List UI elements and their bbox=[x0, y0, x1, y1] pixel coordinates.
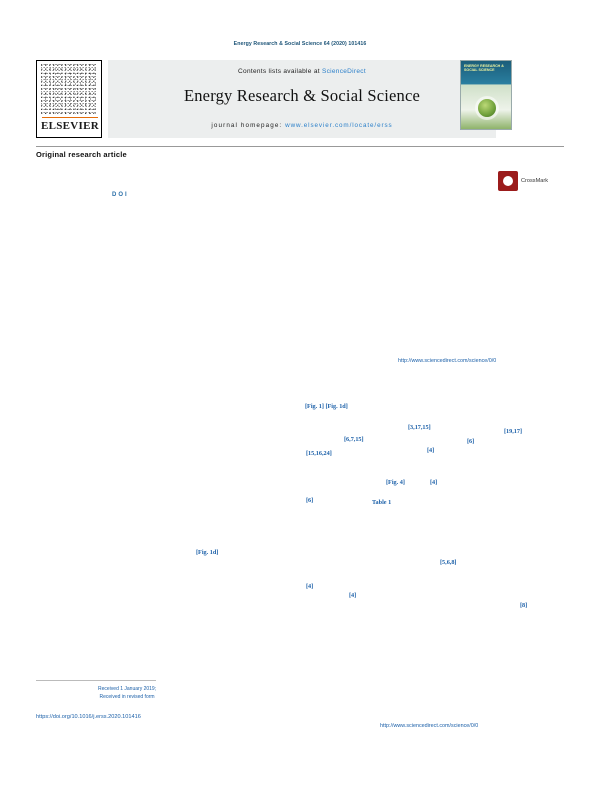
crossmark-icon bbox=[498, 171, 518, 191]
footer-doi-link[interactable]: https://doi.org/10.1016/j.erss.2020.101416 bbox=[36, 714, 141, 720]
citation-token-9[interactable]: [4] bbox=[430, 479, 438, 486]
homepage-url-link[interactable]: www.elsevier.com/locate/erss bbox=[285, 122, 393, 129]
sciencedirect-link[interactable]: ScienceDirect bbox=[321, 68, 366, 75]
citation-token-3[interactable]: [6,7,15] bbox=[344, 436, 364, 443]
citation-token-2[interactable]: [3,17,15] bbox=[408, 424, 431, 431]
journal-band bbox=[108, 60, 496, 138]
elsevier-wordmark: ELSEVIER bbox=[40, 120, 100, 132]
citation-token-14[interactable]: [4] bbox=[306, 583, 314, 590]
crossmark-badge-group[interactable] bbox=[498, 170, 560, 192]
homepage-prefix: journal homepage: bbox=[211, 122, 286, 129]
journal-title: Energy Research & Social Science bbox=[183, 86, 421, 105]
citation-token-16[interactable]: [8] bbox=[520, 602, 528, 609]
contents-line bbox=[108, 68, 496, 75]
type-divider bbox=[36, 146, 564, 147]
journal-cover-thumbnail bbox=[460, 60, 512, 130]
footer-divider bbox=[36, 680, 156, 681]
homepage-line bbox=[108, 122, 496, 129]
citation-token-12[interactable]: [Fig. 1d] bbox=[196, 549, 219, 556]
elsevier-tree-icon bbox=[41, 64, 97, 114]
table-reference[interactable]: Table 1 bbox=[372, 499, 392, 506]
citation-token-13[interactable]: [5,6,8] bbox=[440, 559, 457, 566]
elsevier-logo bbox=[36, 60, 102, 138]
citation-token-7[interactable]: [15,16,24] bbox=[306, 450, 332, 457]
received-line-1: Received 1 January 2019; bbox=[98, 686, 157, 692]
citation-token-8[interactable]: [Fig. 4] bbox=[386, 479, 405, 486]
footer-bottom-link[interactable]: http://www.sciencedirect.com/science/0/0 bbox=[380, 723, 479, 729]
citation-token-15[interactable]: [4] bbox=[349, 592, 357, 599]
citation-token-6[interactable]: [19,17] bbox=[504, 428, 523, 435]
journal-masthead bbox=[36, 60, 564, 138]
citation-token-10[interactable]: [6] bbox=[306, 497, 314, 504]
body-link-0[interactable]: http://www.sciencedirect.com/science/0/0 bbox=[398, 358, 497, 364]
crossmark-label: CrossMark bbox=[521, 177, 549, 184]
cover-globe-icon bbox=[478, 99, 496, 117]
doi-marker[interactable]: DOI bbox=[112, 192, 129, 198]
contents-prefix: Contents lists available at bbox=[238, 68, 322, 75]
running-head: Energy Research & Social Science 64 (2020) 101416 bbox=[233, 41, 367, 47]
elsevier-rule bbox=[42, 117, 98, 119]
article-type-label: Original research article bbox=[36, 150, 127, 159]
citation-token-1[interactable]: [Fig. 1] [Fig. 1d] bbox=[305, 403, 348, 410]
citation-token-4[interactable]: [4] bbox=[427, 447, 435, 454]
cover-title: ENERGY RESEARCH & SOCIAL SCIENCE bbox=[464, 64, 504, 73]
received-line-2: Received in revised form bbox=[99, 693, 155, 700]
citation-token-5[interactable]: [6] bbox=[467, 438, 475, 445]
footer-received-dates bbox=[98, 686, 156, 701]
